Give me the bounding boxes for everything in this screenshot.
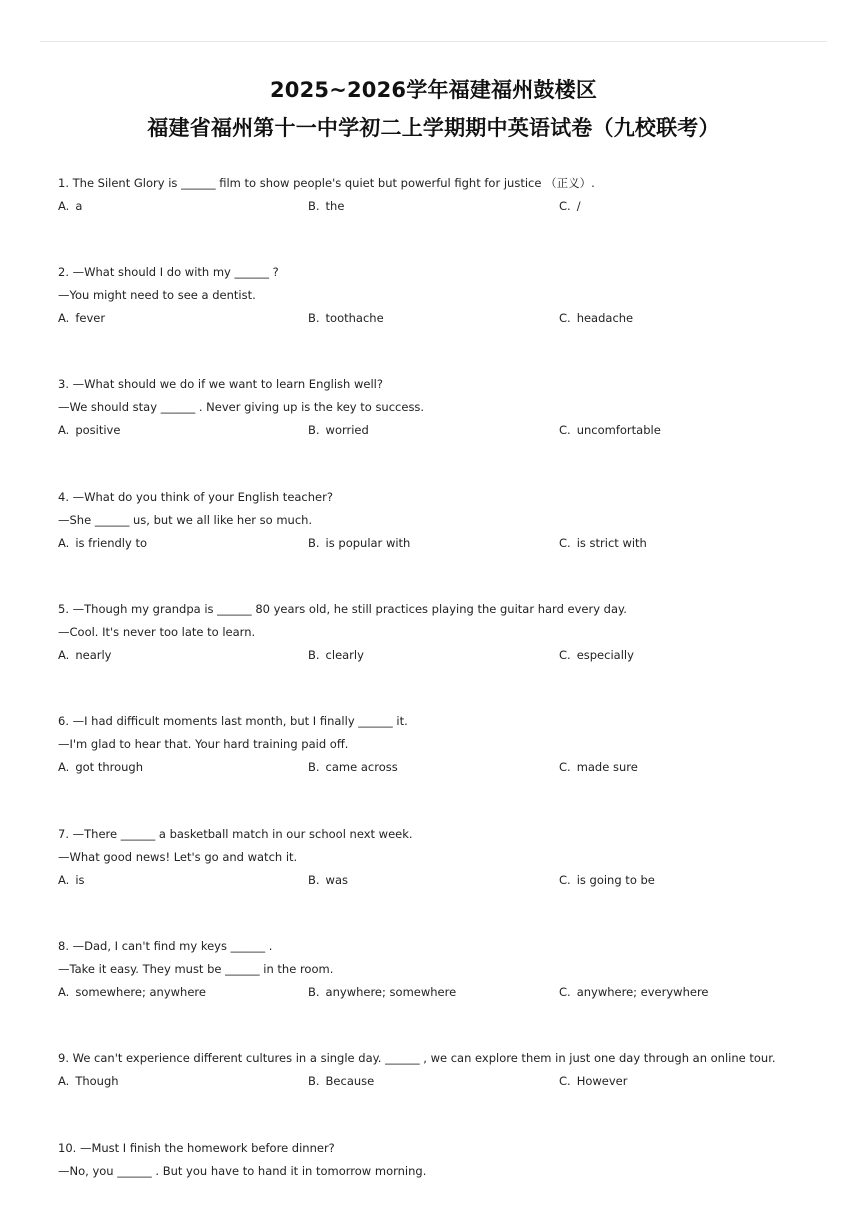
option-c[interactable] [559,307,633,330]
option-a[interactable] [58,307,105,330]
question-stem: 8. —Dad, I can't find my keys ______ . [58,939,273,953]
question-stem: 2. —What should I do with my ______ ? [58,265,279,279]
option-row [58,1070,838,1093]
option-text: came across [325,760,398,774]
option-letter: A. [58,311,70,325]
option-text: However [576,1074,628,1088]
option-text: made sure [576,760,638,774]
option-row [58,869,838,892]
question-stem: 6. —I had difficult moments last month, but I finally ______ it. [58,714,408,728]
option-letter: A. [58,536,70,550]
option-row [58,644,838,667]
option-letter: B. [308,311,320,325]
option-letter: C. [559,985,571,999]
option-b[interactable] [308,756,398,779]
option-c[interactable] [559,195,581,218]
question-2 [58,261,838,330]
option-b[interactable] [308,419,369,442]
option-b[interactable] [308,195,344,218]
option-row [58,756,838,779]
option-a[interactable] [58,644,111,667]
option-row [58,981,838,1004]
option-c[interactable] [559,981,709,1004]
question-stem: 7. —There ______ a basketball match in our school next week. [58,827,413,841]
option-row [58,307,838,330]
page-top-divider [40,41,827,42]
option-letter: A. [58,1074,70,1088]
question-stem: 3. —What should we do if we want to learn English well? [58,377,383,391]
option-text: is friendly to [75,536,148,550]
question-response: —No, you ______ . But you have to hand it in tomorrow morning. [58,1164,427,1178]
option-a[interactable] [58,981,206,1004]
option-text: fever [75,311,106,325]
option-letter: C. [559,311,571,325]
option-a[interactable] [58,419,120,442]
option-text: nearly [75,648,112,662]
option-text: somewhere; anywhere [75,985,206,999]
option-letter: C. [559,873,571,887]
option-text: uncomfortable [576,423,661,437]
option-a[interactable] [58,869,85,892]
option-text: especially [576,648,634,662]
question-4 [58,486,838,555]
question-8 [58,935,838,1004]
question-stem: 5. —Though my grandpa is ______ 80 years old, he still practices playing the guitar hard every day. [58,602,627,616]
option-letter: A. [58,760,70,774]
option-b[interactable] [308,1070,374,1093]
option-letter: B. [308,985,320,999]
option-text: got through [75,760,144,774]
option-a[interactable] [58,195,82,218]
option-letter: C. [559,648,571,662]
option-a[interactable] [58,532,147,555]
option-letter: B. [308,648,320,662]
option-letter: B. [308,536,320,550]
exam-title-line-2: 福建省福州第十一中学初二上学期期中英语试卷（九校联考） [147,116,720,140]
option-letter: B. [308,1074,320,1088]
option-letter: A. [58,199,70,213]
option-text: the [325,199,345,213]
option-c[interactable] [559,869,655,892]
option-c[interactable] [559,644,634,667]
question-response: —We should stay ______ . Never giving up is the key to success. [58,400,425,414]
option-letter: C. [559,760,571,774]
question-response: —What good news! Let's go and watch it. [58,850,298,864]
option-c[interactable] [559,532,647,555]
option-text: / [576,199,581,213]
option-text: a [75,199,83,213]
exam-title-line-1: 2025~2026学年福建福州鼓楼区 [269,78,598,102]
question-stem: 10. —Must I finish the homework before dinner? [58,1141,335,1155]
question-response: —Take it easy. They must be ______ in the room. [58,962,334,976]
option-text: is going to be [576,873,655,887]
question-3 [58,373,838,442]
option-text: anywhere; everywhere [576,985,709,999]
question-10 [58,1137,838,1183]
question-6 [58,710,838,779]
option-b[interactable] [308,644,364,667]
option-text: Because [325,1074,375,1088]
option-letter: A. [58,985,70,999]
option-letter: C. [559,536,571,550]
question-response: —I'm glad to hear that. Your hard training paid off. [58,737,349,751]
option-row [58,532,838,555]
question-stem: 1. The Silent Glory is ______ film to show people's quiet but powerful fight for justice （正义）. [58,176,595,190]
option-letter: C. [559,199,571,213]
option-letter: C. [559,1074,571,1088]
option-letter: A. [58,873,70,887]
option-letter: C. [559,423,571,437]
question-response: —Cool. It's never too late to learn. [58,625,256,639]
option-b[interactable] [308,869,348,892]
option-text: is [75,873,85,887]
option-b[interactable] [308,532,410,555]
option-text: positive [75,423,121,437]
option-letter: B. [308,199,320,213]
option-c[interactable] [559,419,661,442]
option-text: anywhere; somewhere [325,985,457,999]
option-text: toothache [325,311,384,325]
option-text: worried [325,423,369,437]
question-7 [58,823,838,892]
option-row [58,419,838,442]
option-text: Though [75,1074,119,1088]
option-a[interactable] [58,756,143,779]
question-response: —She ______ us, but we all like her so much. [58,513,313,527]
option-text: clearly [325,648,364,662]
option-b[interactable] [308,981,456,1004]
question-stem: 4. —What do you think of your English teacher? [58,490,333,504]
question-1 [58,172,838,218]
option-letter: B. [308,760,320,774]
option-b[interactable] [308,307,384,330]
option-letter: A. [58,648,70,662]
question-response: —You might need to see a dentist. [58,288,256,302]
question-5 [58,598,838,667]
option-c[interactable] [559,1070,627,1093]
option-letter: A. [58,423,70,437]
option-text: is popular with [325,536,411,550]
option-text: headache [576,311,634,325]
option-row [58,195,838,218]
option-text: is strict with [576,536,647,550]
question-stem: 9. We can't experience different cultures in a single day. ______ , we can explore them in just one day through an online tour. [58,1051,776,1065]
option-letter: B. [308,423,320,437]
question-9 [58,1047,838,1093]
option-a[interactable] [58,1070,119,1093]
option-text: was [325,873,348,887]
option-letter: B. [308,873,320,887]
option-c[interactable] [559,756,638,779]
